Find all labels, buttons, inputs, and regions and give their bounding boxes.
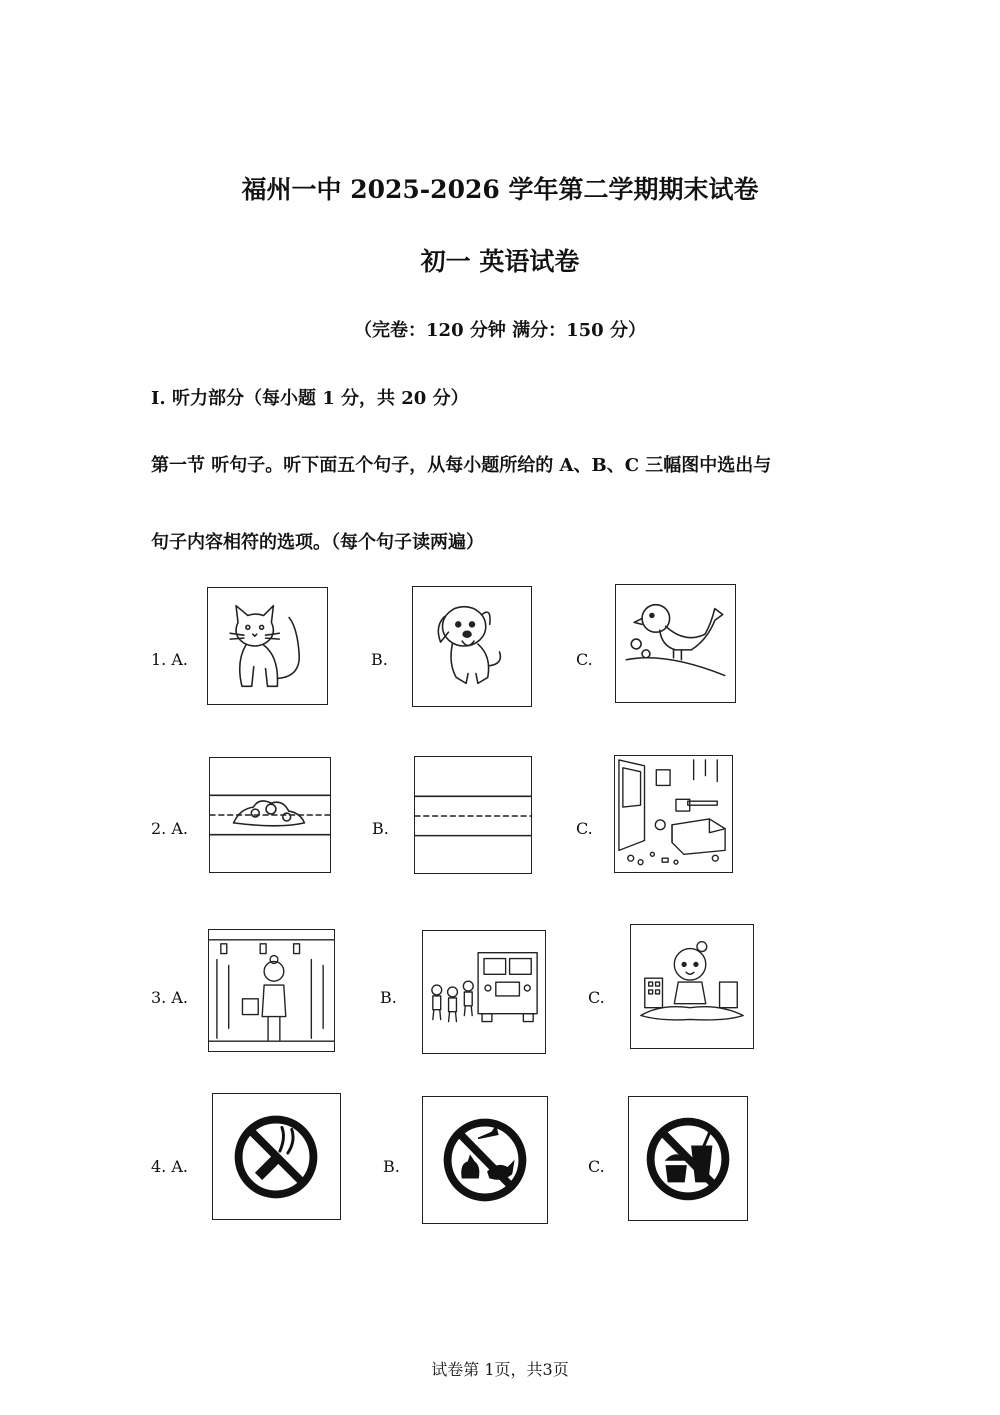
instruction-line-1: 第一节 听句子。听下面五个句子，从每小题所给的 A、B、C 三幅图中选出与 bbox=[151, 455, 772, 476]
clean-road-drawing-icon bbox=[415, 757, 531, 873]
question-4-label-b: B. bbox=[383, 1157, 400, 1176]
cat-drawing-icon bbox=[208, 588, 327, 704]
litter-road-picture[interactable] bbox=[209, 757, 331, 873]
city-girl-picture[interactable] bbox=[630, 924, 754, 1049]
question-1-label-b: B. bbox=[371, 650, 388, 669]
question-3-label-a: 3. A. bbox=[151, 988, 188, 1007]
no-food-drink-picture[interactable] bbox=[628, 1096, 748, 1221]
no-smoking-picture[interactable] bbox=[212, 1093, 341, 1220]
school-bus-picture[interactable] bbox=[422, 930, 546, 1054]
bird-picture[interactable] bbox=[615, 584, 736, 703]
litter-road-drawing-icon bbox=[210, 758, 330, 872]
puppy-drawing-icon bbox=[413, 587, 531, 706]
cat-picture[interactable] bbox=[207, 587, 328, 705]
no-pets-picture[interactable] bbox=[422, 1096, 548, 1224]
instruction-line-2: 句子内容相符的选项。（每个句子读两遍） bbox=[151, 532, 484, 553]
no-pets-sign-icon bbox=[423, 1097, 547, 1223]
exam-subtitle: 初一 英语试卷 bbox=[420, 247, 580, 276]
bird-drawing-icon bbox=[616, 585, 735, 702]
no-smoking-sign-icon bbox=[213, 1094, 340, 1219]
messy-room-picture[interactable] bbox=[614, 755, 733, 873]
question-1-label-c: C. bbox=[576, 650, 593, 669]
section-heading: I. 听力部分（每小题 1 分，共 20 分） bbox=[151, 388, 469, 409]
question-4-label-a: 4. A. bbox=[151, 1157, 188, 1176]
exam-time-note: （完卷：120 分钟 满分：150 分） bbox=[354, 320, 646, 341]
puppy-picture[interactable] bbox=[412, 586, 532, 707]
page-footer: 试卷第 1页，共3页 bbox=[431, 1360, 569, 1379]
no-food-drink-sign-icon bbox=[629, 1097, 747, 1220]
messy-room-drawing-icon bbox=[615, 756, 732, 872]
exam-title: 福州一中 2025-2026 学年第二学期期末试卷 bbox=[241, 175, 759, 204]
question-3-label-b: B. bbox=[380, 988, 397, 1007]
question-4-label-c: C. bbox=[588, 1157, 605, 1176]
question-3-label-c: C. bbox=[588, 988, 605, 1007]
subway-girl-picture[interactable] bbox=[208, 929, 335, 1052]
question-2-label-a: 2. A. bbox=[151, 819, 188, 838]
city-girl-drawing-icon bbox=[631, 925, 753, 1048]
question-2-label-c: C. bbox=[576, 819, 593, 838]
subway-girl-drawing-icon bbox=[209, 930, 334, 1051]
clean-road-picture[interactable] bbox=[414, 756, 532, 874]
question-2-label-b: B. bbox=[372, 819, 389, 838]
question-1-label-a: 1. A. bbox=[151, 650, 188, 669]
school-bus-drawing-icon bbox=[423, 931, 545, 1053]
